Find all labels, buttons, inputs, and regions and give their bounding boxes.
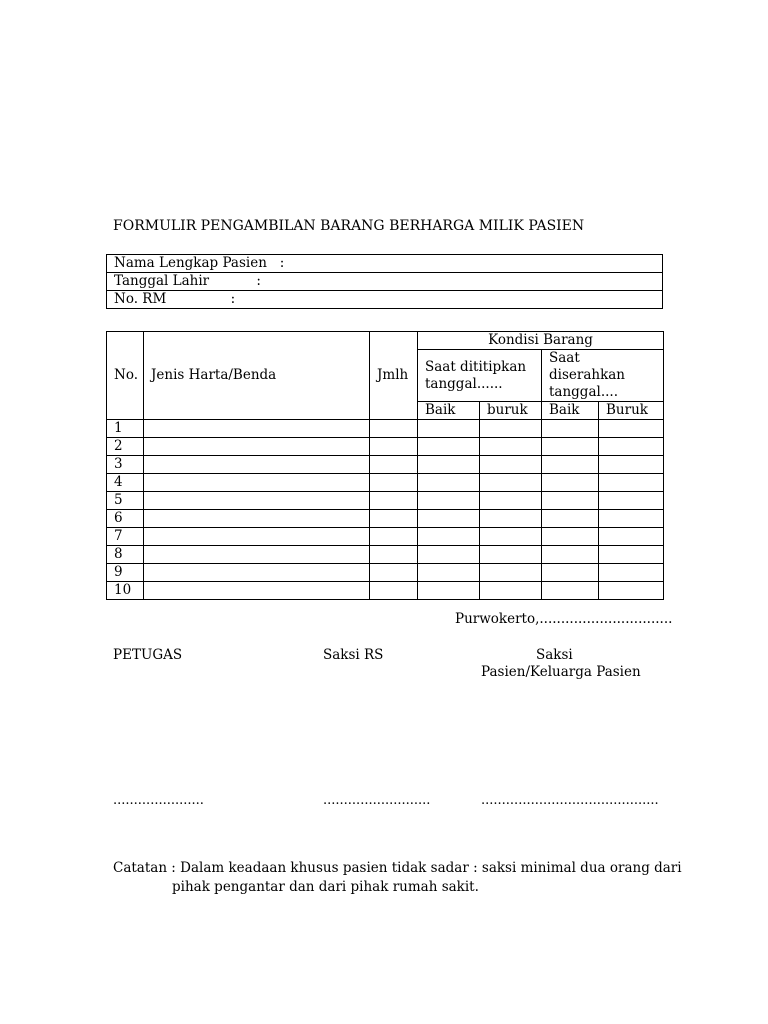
- header-deposited: Saat dititipkan tanggal......: [418, 350, 542, 402]
- header-deposited-bad: buruk: [480, 402, 542, 420]
- table-cell: [418, 492, 480, 510]
- table-cell: [144, 492, 370, 510]
- table-cell: [480, 510, 542, 528]
- table-cell: [144, 564, 370, 582]
- table-cell: [542, 420, 599, 438]
- item-rows: [107, 420, 664, 600]
- row-number: 10: [107, 582, 144, 600]
- table-cell: [144, 438, 370, 456]
- patient-info-table: [106, 254, 663, 309]
- table-cell: [542, 456, 599, 474]
- table-cell: [480, 564, 542, 582]
- officer-label: PETUGAS: [113, 647, 183, 663]
- table-cell: [418, 510, 480, 528]
- table-cell: [418, 528, 480, 546]
- hospital-witness-label: Saksi RS: [323, 647, 384, 663]
- table-cell: [144, 546, 370, 564]
- table-row: [107, 474, 664, 492]
- table-cell: [480, 582, 542, 600]
- table-cell: [542, 492, 599, 510]
- table-row: [107, 456, 664, 474]
- row-number: 9: [107, 564, 144, 582]
- items-table: [106, 331, 664, 600]
- table-cell: [599, 492, 664, 510]
- table-cell: [599, 474, 664, 492]
- family-witness-sublabel: Pasien/Keluarga Pasien: [481, 664, 641, 680]
- row-number: 2: [107, 438, 144, 456]
- birth-date-row: [107, 273, 663, 291]
- table-cell: [599, 582, 664, 600]
- table-cell: [542, 546, 599, 564]
- table-row: [107, 546, 664, 564]
- table-row: [107, 528, 664, 546]
- row-number: 5: [107, 492, 144, 510]
- table-cell: [480, 492, 542, 510]
- table-row: [107, 438, 664, 456]
- family-witness-label: Saksi: [536, 647, 573, 663]
- table-cell: [370, 474, 418, 492]
- row-number: 7: [107, 528, 144, 546]
- table-cell: [370, 456, 418, 474]
- table-cell: [418, 420, 480, 438]
- table-cell: [370, 438, 418, 456]
- note-line-1: Catatan : Dalam keadaan khusus pasien tidak sadar : saksi minimal dua orang dari: [113, 860, 682, 876]
- table-cell: [370, 546, 418, 564]
- form-title: FORMULIR PENGAMBILAN BARANG BERHARGA MILIK PASIEN: [113, 218, 585, 234]
- table-row: [107, 492, 664, 510]
- table-cell: [542, 528, 599, 546]
- place-date: Purwokerto,...............................: [455, 611, 673, 627]
- patient-name-field: Nama Lengkap Pasien :: [107, 255, 663, 273]
- table-cell: [418, 438, 480, 456]
- note: [113, 859, 682, 897]
- table-cell: [480, 456, 542, 474]
- header-deposited-good: Baik: [418, 402, 480, 420]
- table-cell: [480, 438, 542, 456]
- row-number: 1: [107, 420, 144, 438]
- table-cell: [599, 564, 664, 582]
- table-row: [107, 420, 664, 438]
- row-number: 6: [107, 510, 144, 528]
- table-cell: [418, 582, 480, 600]
- table-row: [107, 582, 664, 600]
- header-no: No.: [107, 332, 144, 420]
- table-cell: [599, 456, 664, 474]
- table-cell: [370, 420, 418, 438]
- note-line-2: pihak pengantar dan dari pihak rumah sakit.: [172, 879, 479, 895]
- table-cell: [542, 582, 599, 600]
- table-cell: [599, 438, 664, 456]
- table-cell: [418, 546, 480, 564]
- table-cell: [418, 564, 480, 582]
- table-cell: [542, 510, 599, 528]
- table-cell: [480, 546, 542, 564]
- table-cell: [542, 474, 599, 492]
- family-witness-signature-line: ...........................................: [481, 793, 659, 808]
- row-number: 4: [107, 474, 144, 492]
- medical-record-row: [107, 291, 663, 309]
- table-cell: [599, 510, 664, 528]
- header-condition: Kondisi Barang: [418, 332, 664, 350]
- birth-date-field: Tanggal Lahir :: [107, 273, 663, 291]
- table-cell: [144, 582, 370, 600]
- table-cell: [542, 438, 599, 456]
- header-quantity: Jmlh: [370, 332, 418, 420]
- header-returned: Saat diserahkan tanggal....: [542, 350, 664, 402]
- table-cell: [144, 528, 370, 546]
- table-cell: [144, 456, 370, 474]
- table-cell: [418, 474, 480, 492]
- header-item-type: Jenis Harta/Benda: [144, 332, 370, 420]
- table-cell: [370, 564, 418, 582]
- patient-name-row: [107, 255, 663, 273]
- row-number: 3: [107, 456, 144, 474]
- table-cell: [480, 474, 542, 492]
- table-cell: [542, 564, 599, 582]
- header-returned-bad: Buruk: [599, 402, 664, 420]
- table-cell: [370, 510, 418, 528]
- table-cell: [480, 528, 542, 546]
- header-returned-good: Baik: [542, 402, 599, 420]
- table-cell: [144, 510, 370, 528]
- table-cell: [370, 492, 418, 510]
- officer-signature-line: ......................: [113, 793, 204, 808]
- medical-record-field: No. RM :: [107, 291, 663, 309]
- hospital-witness-signature-line: ..........................: [323, 793, 431, 808]
- table-cell: [144, 474, 370, 492]
- table-cell: [480, 420, 542, 438]
- table-cell: [599, 528, 664, 546]
- table-cell: [418, 456, 480, 474]
- table-cell: [370, 582, 418, 600]
- table-cell: [144, 420, 370, 438]
- table-row: [107, 564, 664, 582]
- table-row: [107, 510, 664, 528]
- table-cell: [599, 546, 664, 564]
- row-number: 8: [107, 546, 144, 564]
- table-cell: [370, 528, 418, 546]
- table-header-row-1: [107, 332, 664, 350]
- table-cell: [599, 420, 664, 438]
